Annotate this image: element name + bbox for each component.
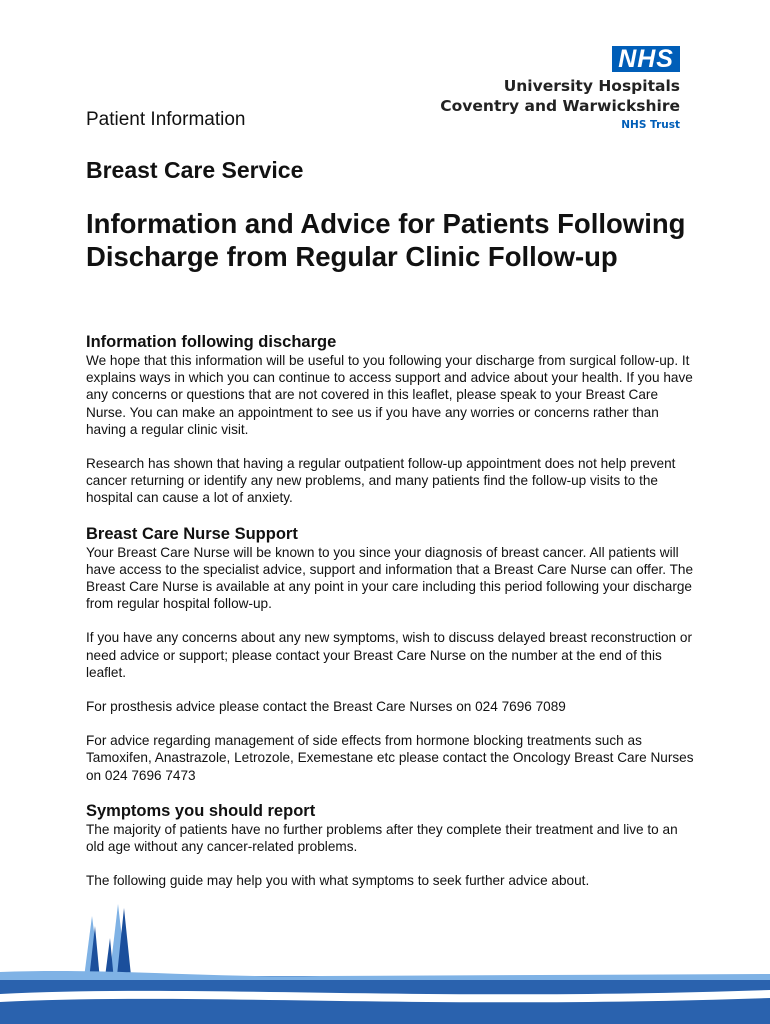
section-heading: Breast Care Nurse Support: [86, 524, 298, 543]
paragraph: If you have any concerns about any new symptoms, wish to discuss delayed breast reconstruction or need advice or support; please contact your Breast Care Nurse on the number at the end of this leaflet.: [86, 630, 692, 680]
logo-line-1: University Hospitals: [503, 77, 680, 95]
paragraph: We hope that this information will be useful to you following your discharge from surgical follow-up. It explains ways in which you can continue to access support and advice about your health. If you have any concerns or questions that are not covered in this leaflet, please speak to your Breast Care Nurse. You can make an appointment to see us if you have any worries or concerns rather than having a regular clinic visit.: [86, 353, 693, 437]
leaflet-title: Information and Advice for Patients Following Discharge from Regular Clinic Follow-up: [86, 208, 686, 272]
footer-wave-light: [0, 971, 770, 980]
prosthesis-contact: For prosthesis advice please contact the Breast Care Nurses on 024 7696 7089: [86, 699, 566, 715]
paragraph: The following guide may help you with what symptoms to seek further advice about.: [86, 873, 590, 889]
section-heading: Information following discharge: [86, 333, 337, 351]
section-information-following-discharge: [86, 332, 696, 507]
service-title: Breast Care Service: [86, 157, 304, 183]
patient-information-label: Patient Information: [86, 109, 246, 130]
nhs-badge: NHS: [612, 46, 680, 72]
logo-line-2: Coventry and Warwickshire: [440, 97, 680, 115]
section-symptoms-you-should-report: [86, 801, 696, 890]
leaflet-body: [86, 332, 696, 889]
section-breast-care-nurse-support: [86, 524, 696, 784]
paragraph: The majority of patients have no further problems after they complete their treatment and live to an old age without any cancer-related problems.: [86, 821, 678, 855]
paragraph: Research has shown that having a regular outpatient follow-up appointment does not help prevent cancer returning or identify any new problems, and many patients find the follow-up visits to the hospital can cause a lot of anxiety.: [86, 456, 676, 506]
nhs-trust-logo: [420, 46, 680, 132]
paragraph: Your Breast Care Nurse will be known to you since your diagnosis of breast cancer. All patients will have access to the specialist advice, support and information that a Breast Care Nurse can offer. The Breast Care Nurse is available at any point in your care including this period following your discharge from regular hospital follow-up.: [86, 544, 694, 612]
oncology-contact: For advice regarding management of side effects from hormone blocking treatments such as Tamoxifen, Anastrazole, Letrozole, Exemestane etc please contact the Oncology Breast Care Nurses on 024 7696 7473: [86, 733, 694, 783]
section-heading: Symptoms you should report: [86, 801, 316, 820]
footer-spires-graphic: [0, 898, 770, 1024]
logo-trust: NHS Trust: [621, 119, 680, 131]
